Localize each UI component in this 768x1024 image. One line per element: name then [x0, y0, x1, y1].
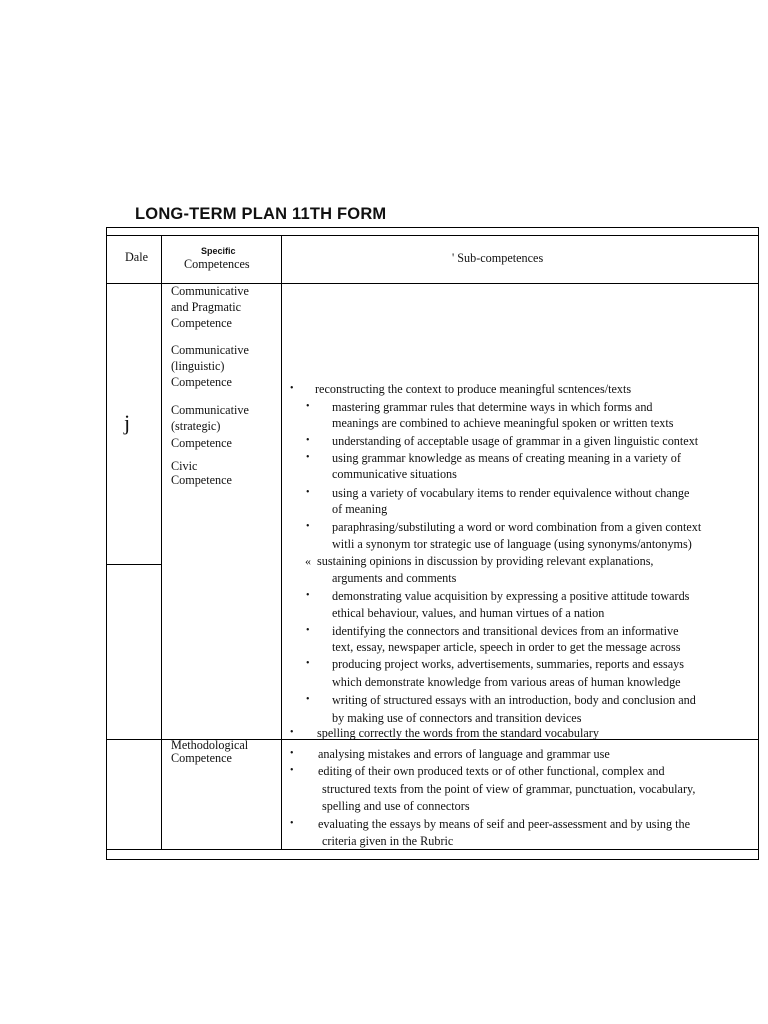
methodological-row-bottom: [106, 849, 759, 850]
bullet: •: [290, 765, 294, 776]
competence-line: Communicative: [171, 343, 249, 357]
column-divider-1: [161, 235, 162, 850]
bullet: •: [306, 658, 310, 669]
competence-line: and Pragmatic: [171, 300, 242, 314]
table-border-right: [758, 227, 759, 860]
sub-competence-line: spelling and use of connectors: [322, 799, 470, 813]
sub-competence-line: communicative situations: [332, 467, 457, 481]
sub-competence-line: which demonstrate knowledge from various areas of human knowledge: [332, 675, 681, 689]
sub-competence-line: evaluating the essays by means of seif and peer-assessment and by using the: [318, 817, 691, 831]
sub-competence-line: reconstructing the context to produce meaningful scntences/texts: [315, 382, 632, 396]
competence-line: Communicative: [171, 284, 249, 298]
competence-line: Competence: [171, 751, 232, 765]
sub-competence-line: using grammar knowledge as means of creating meaning in a variety of: [332, 451, 681, 465]
table-border-left: [106, 227, 107, 860]
sub-competence-line: of meaning: [332, 502, 388, 516]
sub-competence-line: ethical behaviour, values, and human virtues of a nation: [332, 606, 605, 620]
bullet: •: [290, 818, 294, 829]
date-cell-divider: [106, 564, 162, 565]
sub-competence-line: editing of their own produced texts or of other functional, complex and: [318, 764, 665, 778]
header-competences: Competences: [184, 257, 250, 271]
bullet: •: [306, 487, 310, 498]
sub-competence-line: understanding of acceptable usage of grammar in a given linguistic context: [332, 434, 699, 448]
sub-competence-line: paraphrasing/substiluting a word or word combination from a given context: [332, 520, 702, 534]
sub-competence-line: criteria given in the Rubric: [322, 834, 454, 848]
competence-line: Civic: [171, 459, 198, 473]
competence-line: Communicative: [171, 403, 249, 417]
sub-competence-line: writing of structured essays with an introduction, body and conclusion and: [332, 693, 696, 707]
sub-competence-line: using a variety of vocabulary items to render equivalence without change: [332, 486, 690, 500]
competence-line: Competence: [171, 473, 232, 487]
page-title: LONG-TERM PLAN 11TH FORM: [135, 205, 387, 223]
header-sub-competences: ' Sub-competences: [452, 251, 544, 265]
column-divider-2: [281, 235, 282, 850]
bullet: •: [306, 452, 310, 463]
competence-line: Methodological: [171, 738, 249, 752]
bullet: •: [306, 694, 310, 705]
table-border-bottom: [106, 859, 759, 860]
competence-line: (strategic): [171, 419, 221, 433]
sub-competence-line: by making use of connectors and transition devices: [332, 711, 582, 725]
sub-competence-line: witli a synonym tor strategic use of language (using synonyms/antonyms): [332, 537, 692, 551]
sub-competence-line: analysing mistakes and errors of language and grammar use: [318, 747, 610, 761]
competence-line: (linguistic): [171, 359, 225, 373]
competence-line: Competence: [171, 375, 232, 389]
margin-mark: j: [124, 410, 131, 435]
bullet: •: [306, 625, 310, 636]
bullet: •: [306, 590, 310, 601]
sub-competence-line: structured texts from the point of view of grammar, punctuation, vocabulary,: [322, 782, 696, 796]
competence-line: Competence: [171, 436, 232, 450]
bullet: •: [306, 401, 310, 412]
sub-competence-line: spelling correctly the words from the standard vocabulary: [317, 726, 599, 740]
table-border-top: [106, 227, 759, 228]
bullet: •: [306, 521, 310, 532]
sub-competence-line: sustaining opinions in discussion by providing relevant explanations,: [317, 554, 654, 568]
sub-competence-line: demonstrating value acquisition by expressing a positive attitude towards: [332, 589, 690, 603]
bullet: •: [290, 727, 294, 738]
sub-competence-line: identifying the connectors and transitional devices from an informative: [332, 624, 679, 638]
sub-competence-line: mastering grammar rules that determine ways in which forms and: [332, 400, 653, 414]
bullet: •: [290, 383, 294, 394]
header-top-line: [106, 235, 759, 236]
header-date: Dale: [125, 250, 149, 264]
bullet: •: [290, 748, 294, 759]
header-specific-label: Specific: [201, 246, 236, 256]
bullet: •: [306, 435, 310, 446]
sub-competence-line: arguments and comments: [332, 571, 457, 585]
sub-competence-line: producing project works, advertisements, summaries, reports and essays: [332, 657, 684, 671]
sub-competence-line: text, essay, newspaper article, speech in order to get the message across: [332, 640, 681, 654]
competence-line: Competence: [171, 316, 232, 330]
bullet: «: [305, 554, 311, 568]
sub-competence-line: meanings are combined to achieve meaningful spoken or written texts: [332, 416, 674, 430]
